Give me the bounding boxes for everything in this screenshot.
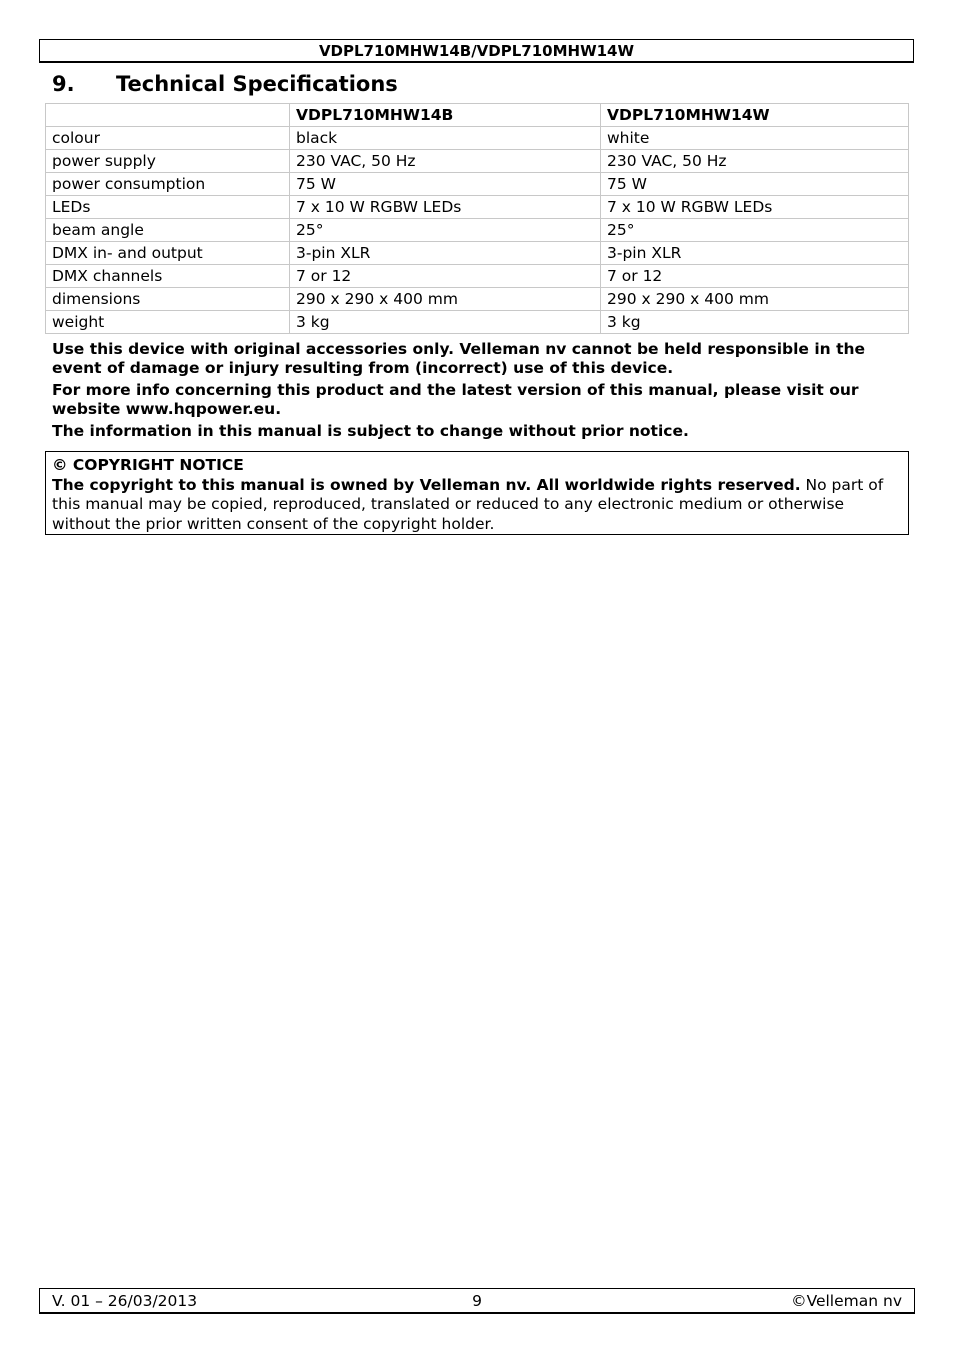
table-row: [46, 127, 909, 150]
table-header-row: [46, 104, 909, 127]
spec-label: DMX in- and output: [46, 242, 290, 265]
table-row: [46, 150, 909, 173]
spec-value: 75 W: [601, 173, 909, 196]
spec-label: power supply: [46, 150, 290, 173]
spec-label: power consumption: [46, 173, 290, 196]
copyright-body: [52, 476, 902, 535]
footer-owner: ©Velleman nv: [791, 1292, 902, 1310]
spec-label: LEDs: [46, 196, 290, 219]
table-row: [46, 288, 909, 311]
spec-value: white: [601, 127, 909, 150]
table-row: [46, 311, 909, 334]
specifications-table: [45, 103, 909, 334]
section-title: [52, 70, 398, 98]
table-row: [46, 219, 909, 242]
spec-value: 3 kg: [601, 311, 909, 334]
accessories-note: Use this device with original accessories only. Velleman nv cannot be held responsible in the event of damage or injury resulting from (incorrect) use of this device.: [52, 340, 866, 377]
table-header-cell: VDPL710MHW14W: [601, 104, 909, 127]
spec-value: 7 or 12: [601, 265, 909, 288]
spec-label: dimensions: [46, 288, 290, 311]
header-model: VDPL710MHW14B/VDPL710MHW14W: [318, 42, 635, 60]
table-row: [46, 242, 909, 265]
section-title-text: Technical Specifications: [116, 72, 398, 96]
spec-value: 75 W: [290, 173, 601, 196]
spec-value: 7 x 10 W RGBW LEDs: [601, 196, 909, 219]
spec-value: 290 x 290 x 400 mm: [290, 288, 601, 311]
spec-value: 290 x 290 x 400 mm: [601, 288, 909, 311]
copyright-bold-text: The copyright to this manual is owned by Velleman nv. All worldwide rights reserved.: [52, 475, 801, 494]
spec-value: black: [290, 127, 601, 150]
section-number: 9.: [52, 72, 75, 96]
spec-label: DMX channels: [46, 265, 290, 288]
spec-label: weight: [46, 311, 290, 334]
spec-value: 230 VAC, 50 Hz: [601, 150, 909, 173]
table-header-cell: VDPL710MHW14B: [290, 104, 601, 127]
footer-page-number: 9: [472, 1292, 482, 1310]
copyright-heading: © COPYRIGHT NOTICE: [52, 456, 244, 474]
spec-value: 3-pin XLR: [601, 242, 909, 265]
website-note: For more info concerning this product and the latest version of this manual, please visit our website www.hqpower.eu.: [52, 381, 859, 418]
page-footer: [39, 1288, 915, 1314]
notes-section: [52, 340, 902, 444]
spec-label: colour: [46, 127, 290, 150]
footer-version: V. 01 – 26/03/2013: [52, 1292, 198, 1310]
table-header-cell: [46, 104, 290, 127]
copyright-notice-box: [45, 451, 909, 535]
spec-value: 3-pin XLR: [290, 242, 601, 265]
spec-value: 7 x 10 W RGBW LEDs: [290, 196, 601, 219]
spec-label: beam angle: [46, 219, 290, 242]
table-row: [46, 265, 909, 288]
table-row: [46, 173, 909, 196]
spec-value: 7 or 12: [290, 265, 601, 288]
page-header: [39, 39, 914, 63]
spec-value: 3 kg: [290, 311, 601, 334]
copyright-text: No part of this manual may be copied, reproduced, translated or reduced to any electronic medium or otherwise without the prior written consent of the copyright holder.: [52, 475, 884, 533]
table-row: [46, 196, 909, 219]
spec-value: 230 VAC, 50 Hz: [290, 150, 601, 173]
spec-value: 25°: [290, 219, 601, 242]
change-notice: The information in this manual is subject to change without prior notice.: [52, 422, 689, 440]
spec-value: 25°: [601, 219, 909, 242]
